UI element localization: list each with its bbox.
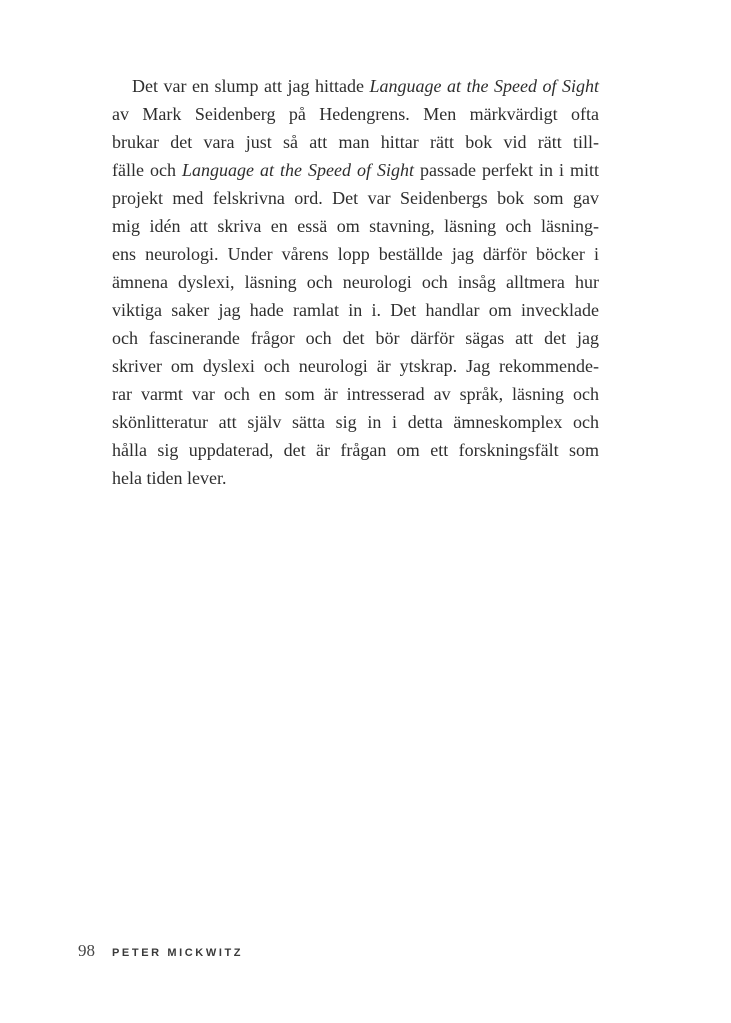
author-running-head: PETER MICKWITZ [112, 947, 244, 959]
body-text: passade perfekt in i mitt [414, 160, 599, 180]
body-text: viktiga saker jag hade ramlat in i. Det handlar om invecklade [112, 300, 599, 320]
body-text: mig idén att skriva en essä om stavning, läsning och läsning- [112, 216, 599, 236]
page-number: 98 [78, 941, 95, 960]
paragraph-line [112, 380, 599, 408]
body-text: brukar det vara just så att man hittar rätt bok vid rätt till- [112, 132, 599, 152]
body-text: skriver om dyslexi och neurologi är ytskrap. Jag rekommende- [112, 356, 599, 376]
paragraph-line [112, 296, 599, 324]
paragraph-line [112, 72, 599, 100]
paragraph-line [112, 184, 599, 212]
paragraph-line [112, 408, 599, 436]
paragraph-line [112, 268, 599, 296]
body-text: hålla sig uppdaterad, det är frågan om ett forskningsfält som [112, 440, 599, 460]
body-text: hela tiden lever. [112, 468, 227, 488]
paragraph-line [112, 240, 599, 268]
book-title-italic: Language at the Speed of Sight [181, 160, 414, 180]
paragraph-line [112, 128, 599, 156]
paragraph-line [112, 436, 599, 464]
page-footer [78, 941, 243, 961]
body-text: och fascinerande frågor och det bör därför sägas att det jag [112, 328, 599, 348]
body-text: skönlitteratur att själv sätta sig in i detta ämneskomplex och [112, 412, 599, 432]
body-text: Det var en slump att jag hittade [132, 76, 370, 96]
paragraph-line [112, 212, 599, 240]
book-title-italic: Language at the Speed of Sight [369, 76, 599, 96]
paragraph-line [112, 352, 599, 380]
paragraph-line [112, 324, 599, 352]
paragraph-line [112, 156, 599, 184]
body-text: projekt med felskrivna ord. Det var Seidenbergs bok som gav [112, 188, 599, 208]
body-text: av Mark Seidenberg på Hedengrens. Men märkvärdigt ofta [112, 104, 599, 124]
body-paragraph [112, 72, 599, 492]
body-text: rar varmt var och en som är intresserad av språk, läsning och [112, 384, 599, 404]
body-text: ämnena dyslexi, läsning och neurologi och insåg alltmera hur [112, 272, 599, 292]
paragraph-line [112, 464, 599, 492]
paragraph-line [112, 100, 599, 128]
body-text: ens neurologi. Under vårens lopp beställde jag därför böcker i [112, 244, 599, 264]
body-text: fälle och [112, 160, 182, 180]
